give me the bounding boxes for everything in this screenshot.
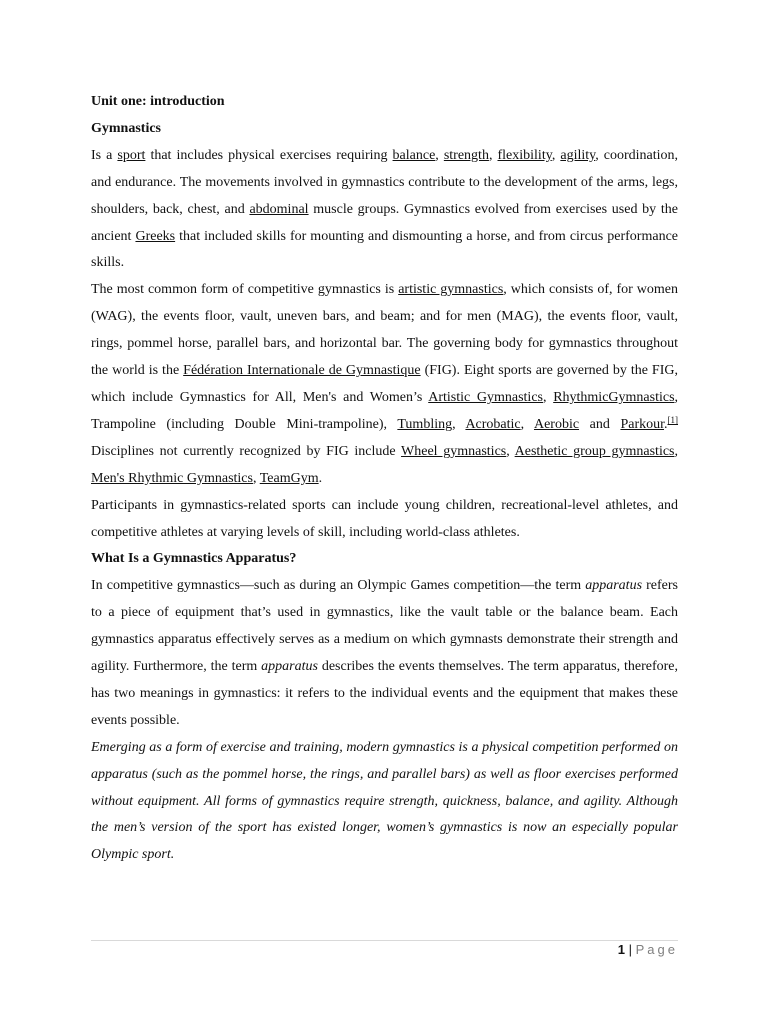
text-run: that includes physical exercises requiring bbox=[145, 147, 393, 163]
link-abdominal[interactable]: abdominal bbox=[249, 201, 309, 217]
text-run: , coordination, and endurance. The movements involved in gymnastics contribute to the development of the arms, legs, shoulders, back, chest, and bbox=[91, 147, 679, 217]
text-run: , bbox=[488, 147, 498, 163]
paragraph-competitive-forms bbox=[91, 277, 678, 492]
page-number: 1 bbox=[617, 942, 626, 957]
text-run: , bbox=[435, 147, 444, 163]
text-run: Is a bbox=[91, 147, 118, 163]
link-artistic-gym[interactable]: Artistic Gymnastics bbox=[428, 389, 543, 405]
link-agility[interactable]: agility bbox=[560, 147, 596, 163]
italic-term: apparatus bbox=[585, 578, 643, 594]
text-run: In competitive gymnastics—such as during an Olympic Games competition—the term bbox=[91, 578, 586, 594]
link-balance[interactable]: balance bbox=[392, 147, 436, 163]
italic-term: apparatus bbox=[261, 659, 318, 675]
link-tumbling[interactable]: Tumbling bbox=[397, 416, 453, 432]
link-wheel-gymnastics[interactable]: Wheel gymnastics bbox=[401, 443, 507, 459]
text-run: . bbox=[318, 470, 323, 486]
text-run: The most common form of competitive gymnastics is bbox=[91, 282, 399, 298]
text-run: , bbox=[543, 389, 554, 405]
text-run: , bbox=[452, 416, 466, 432]
text-run: and bbox=[579, 416, 621, 432]
link-flexibility[interactable]: flexibility bbox=[497, 147, 552, 163]
text-run: describes the events themselves. The term apparatus, therefore, has two meanings in gymnastics: it refers to the individual events and the equipment that makes these events possible. bbox=[91, 659, 678, 728]
text-run: , bbox=[520, 416, 534, 432]
text-run: , which consists of, for women (WAG), the events floor, vault, uneven bars, and beam; and for men (MAG), the events floor, vault, rings, pommel horse, parallel bars, and horizontal bar. The governing body for gymnastics throughout the world is the bbox=[91, 282, 678, 379]
apparatus-heading: What Is a Gymnastics Apparatus? bbox=[91, 551, 297, 567]
link-rhythmic-gymnastics[interactable]: RhythmicGymnastics bbox=[553, 389, 675, 405]
gymnastics-heading: Gymnastics bbox=[91, 120, 161, 136]
footer-separator: | bbox=[625, 942, 636, 957]
paragraph-apparatus bbox=[91, 573, 678, 734]
link-artistic-gymnastics[interactable]: artistic gymnastics bbox=[398, 282, 504, 298]
document-body bbox=[91, 89, 678, 869]
text-run: , bbox=[252, 470, 260, 486]
link-fig[interactable]: Fédération Internationale de Gymnastique bbox=[183, 363, 421, 379]
paragraph-modern-gymnastics: Emerging as a form of exercise and training, modern gymnastics is a physical competition performed on apparatus (such as the pommel horse, the rings, and parallel bars) as well as floor exercises performed without equipment. All forms of gymnastics require strength, quickness, balance, and agility. Although the men’s version of the sport has existed longer, women’s gymnastics is now an especially popular Olympic sport. bbox=[91, 739, 678, 863]
link-teamgym[interactable]: TeamGym bbox=[259, 470, 319, 486]
link-acrobatic[interactable]: Acrobatic bbox=[465, 416, 521, 432]
text-run: , bbox=[506, 443, 515, 459]
unit-title: Unit one: introduction bbox=[91, 94, 225, 109]
text-run: refers to a piece of equipment that’s used in gymnastics, like the vault table or the balance beam. Each gymnastics apparatus effectively serves as a medium on which gymnasts demonstrate their strength and agility. Furthermore, the term bbox=[91, 578, 678, 675]
link-mens-rhythmic-gymnastics[interactable]: Men's Rhythmic Gymnastics bbox=[91, 470, 253, 486]
text-run: Disciplines not currently recognized by FIG include bbox=[91, 443, 402, 459]
text-run: , Trampoline (including Double Mini-trampoline), bbox=[91, 389, 679, 432]
reference-link[interactable]: [1] bbox=[667, 414, 679, 425]
paragraph-participants: Participants in gymnastics-related sports can include young children, recreational-level athletes, and competitive athletes at varying levels of skill, including world-class athletes. bbox=[91, 497, 678, 540]
footer-divider bbox=[91, 940, 678, 941]
text-run: that included skills for mounting and dismounting a horse, and from circus performance skills. bbox=[91, 228, 679, 271]
text-run: muscle groups. Gymnastics evolved from exercises used by the ancient bbox=[91, 201, 678, 244]
page-label: Page bbox=[635, 942, 678, 957]
link-aerobic[interactable]: Aerobic bbox=[533, 416, 580, 432]
link-aesthetic-group-gymnastics[interactable]: Aesthetic group gymnastics bbox=[514, 443, 675, 459]
paragraph-gymnastics-intro bbox=[91, 143, 678, 278]
link-greeks[interactable]: Greeks bbox=[135, 228, 176, 244]
link-sport[interactable]: sport bbox=[117, 147, 146, 163]
text-run: . bbox=[664, 416, 668, 432]
link-parkour[interactable]: Parkour bbox=[620, 416, 665, 432]
text-run: (FIG). Eight sports are governed by the FIG, which include Gymnastics for All, Men's and Women’s bbox=[91, 363, 678, 405]
text-run: , bbox=[674, 443, 679, 459]
link-strength[interactable]: strength bbox=[443, 147, 489, 163]
text-run: , bbox=[551, 147, 561, 163]
page-footer bbox=[618, 942, 678, 957]
